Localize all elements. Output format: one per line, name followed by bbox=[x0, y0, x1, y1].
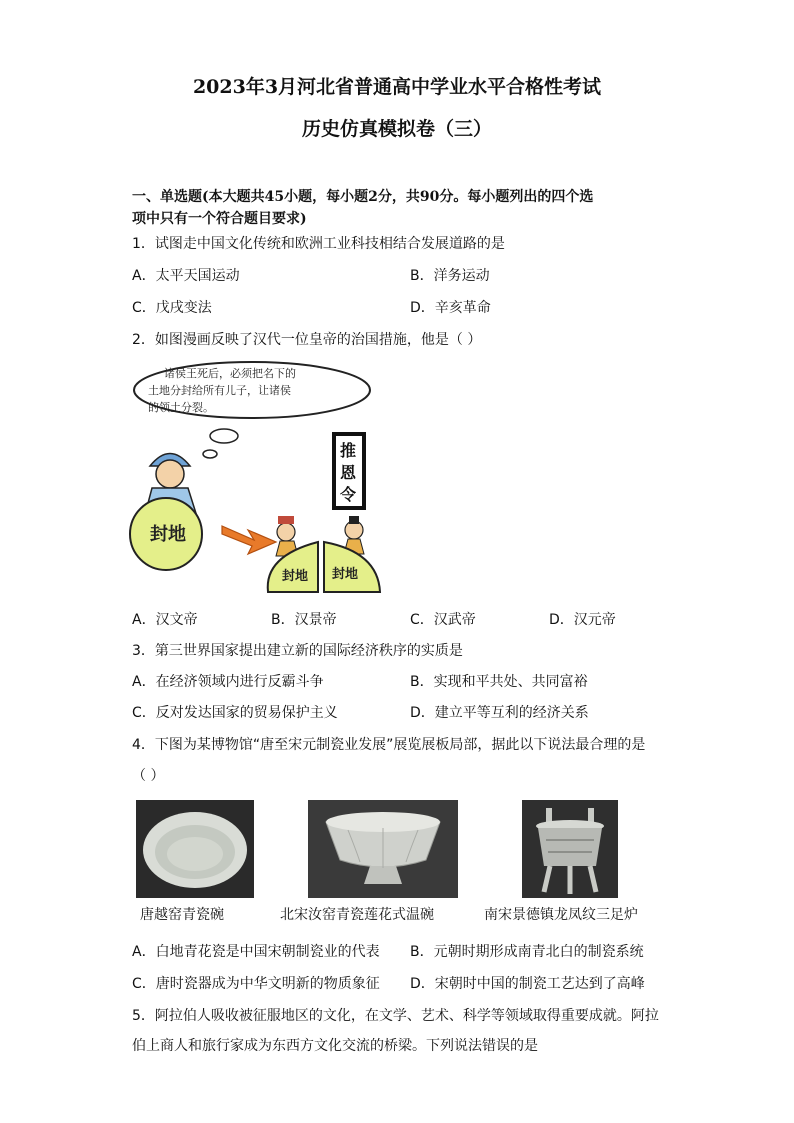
speech-bubble bbox=[134, 362, 370, 418]
question-2-option-b[interactable]: B．汉景帝 bbox=[271, 612, 337, 628]
question-3-stem: 3．第三世界国家提出建立新的国际经济秩序的实质是 bbox=[132, 643, 463, 659]
edict-char-1: 推 bbox=[340, 441, 357, 460]
edict-char-2: 恩 bbox=[340, 463, 357, 482]
question-4-option-b[interactable]: B．元朝时期形成南青北白的制瓷系统 bbox=[410, 944, 644, 960]
speech-line-3: 的领土分裂。 bbox=[148, 401, 214, 414]
big-fief-ball bbox=[130, 498, 202, 570]
caption-tang-bowl: 唐越窑青瓷碗 bbox=[140, 907, 224, 923]
section-heading-cont: 项中只有一个符合题目要求) bbox=[132, 211, 307, 227]
question-3-option-d[interactable]: D．建立平等互利的经济关系 bbox=[410, 705, 589, 721]
question-1-option-d[interactable]: D．辛亥革命 bbox=[410, 300, 491, 316]
question-4-option-c[interactable]: C．唐时瓷器成为中华文明新的物质象征 bbox=[132, 976, 380, 992]
question-2-option-a[interactable]: A．汉文帝 bbox=[132, 612, 198, 628]
section-heading: 一、单选题(本大题共45小题，每小题2分，共90分。每小题列出的四个选 bbox=[132, 189, 594, 205]
split-fief-label-2: 封地 bbox=[332, 567, 359, 582]
question-1-option-a[interactable]: A．太平天国运动 bbox=[132, 268, 240, 284]
question-4-stem: 4．下图为某博物馆“唐至宋元制瓷业发展”展览展板局部，据此以下说法最合理的是 bbox=[132, 737, 646, 753]
thought-bubble-icon bbox=[210, 429, 238, 443]
question-2-option-c[interactable]: C．汉武帝 bbox=[410, 612, 476, 628]
question-1-stem: 1．试图走中国文化传统和欧洲工业科技相结合发展道路的是 bbox=[132, 236, 505, 252]
question-5-stem: 5．阿拉伯人吸收被征服地区的文化，在文学、艺术、科学等领域取得重要成就。阿拉 bbox=[132, 1008, 659, 1024]
edict-banner bbox=[332, 432, 366, 510]
question-2-option-d[interactable]: D．汉元帝 bbox=[549, 612, 616, 628]
question-1-option-c[interactable]: C．戊戌变法 bbox=[132, 300, 212, 316]
question-4-stem-cont: （ ） bbox=[132, 768, 165, 784]
question-5-stem-cont: 伯上商人和旅行家成为东西方文化交流的桥梁。下列说法错误的是 bbox=[132, 1038, 538, 1054]
photo-song-tripod-censer bbox=[522, 800, 618, 898]
question-4-option-d[interactable]: D．宋朝时中国的制瓷工艺达到了高峰 bbox=[410, 976, 645, 992]
photo-tang-bowl bbox=[136, 800, 254, 898]
question-3-option-b[interactable]: B．实现和平共处、共同富裕 bbox=[410, 674, 588, 690]
right-arrow-icon bbox=[222, 526, 276, 554]
speech-line-1: 诸侯王死后，必须把名下的 bbox=[164, 367, 296, 380]
question-3-option-c[interactable]: C．反对发达国家的贸易保护主义 bbox=[132, 705, 338, 721]
edict-char-3: 令 bbox=[340, 485, 357, 504]
photo-song-ru-bowl bbox=[308, 800, 458, 898]
speech-line-2: 土地分封给所有儿子，让诸侯 bbox=[148, 384, 291, 397]
split-fief-label-1: 封地 bbox=[282, 569, 309, 584]
question-1-option-b[interactable]: B．洋务运动 bbox=[410, 268, 490, 284]
question-4-option-a[interactable]: A．白地青花瓷是中国宋朝制瓷业的代表 bbox=[132, 944, 380, 960]
cartoon-figure bbox=[128, 356, 398, 600]
question-3-option-a[interactable]: A．在经济领域内进行反霸斗争 bbox=[132, 674, 324, 690]
big-fief-label: 封地 bbox=[150, 524, 186, 545]
caption-song-tripod-censer: 南宋景德镇龙凤纹三足炉 bbox=[484, 907, 638, 923]
caption-song-ru-bowl: 北宋汝窑青瓷莲花式温碗 bbox=[280, 907, 434, 923]
exam-title: 2023年3月河北省普通高中学业水平合格性考试 bbox=[192, 76, 602, 98]
exam-subtitle: 历史仿真模拟卷（三） bbox=[301, 118, 492, 140]
question-2-stem: 2．如图漫画反映了汉代一位皇帝的治国措施，他是（ ） bbox=[132, 332, 482, 348]
